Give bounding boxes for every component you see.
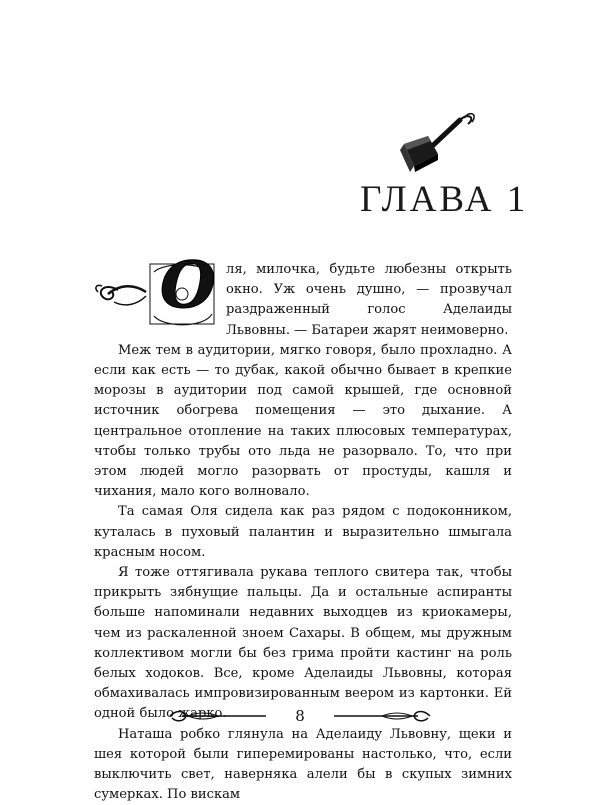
chapter-title: ГЛАВА 1 [360,179,529,220]
paragraph: Наташа робко глянула на Аделаиду Львовну, щеки и шея которой были гиперемированы настолько, что, если выключить свет, наверняка алели бы в скупых зимних сумерках. По вискам [94,726,512,803]
flourish-right-icon [332,708,432,724]
dropcap-letter: О [160,248,216,323]
paragraph: Я тоже оттягивала рукава теплого свитера так, чтобы прикрыть зябнущие пальцы. Да и остальные аспиранты больше напоминали недавних выходцев из криокамеры, чем из раскаленной зноем Сахары. В общем, мы дружным коллективом могли бы без грима пройти кастинг на роль белых ходоков. Все, кроме Аделаиды Львовны, которая обмахивалась импровизированным веером из картонки. Ей одной было жарко. [94,565,512,722]
hammer-icon [398,110,478,176]
paragraph: Меж тем в аудитории, мягко говоря, было прохладно. А если как есть — то дубак, какой обычно бывает в крепкие морозы в аудитории под самой крышей, где основной источник обогрева помещения — это дыхание. А центральное отопление на таких плюсовых температурах, чтобы только трубы ото льда не разорвало. То, что при этом людей могло разорвать от простуды, кашля и чихания, мало кого волновало. [94,342,512,500]
paragraph: Та самая Оля сидела как раз рядом с подоконником, куталась в пуховый палантин и выразительно шмыгала красным носом. [94,504,512,560]
page-footer [168,702,432,732]
dropcap [94,248,222,326]
page-number: 8 [295,707,305,725]
paragraph: ля, милочка, будьте любезны открыть окно. Уж очень душно, — прозвучал раздраженный голос Аделаиды Львовны. — Батареи жарят неимоверно. [226,262,512,338]
